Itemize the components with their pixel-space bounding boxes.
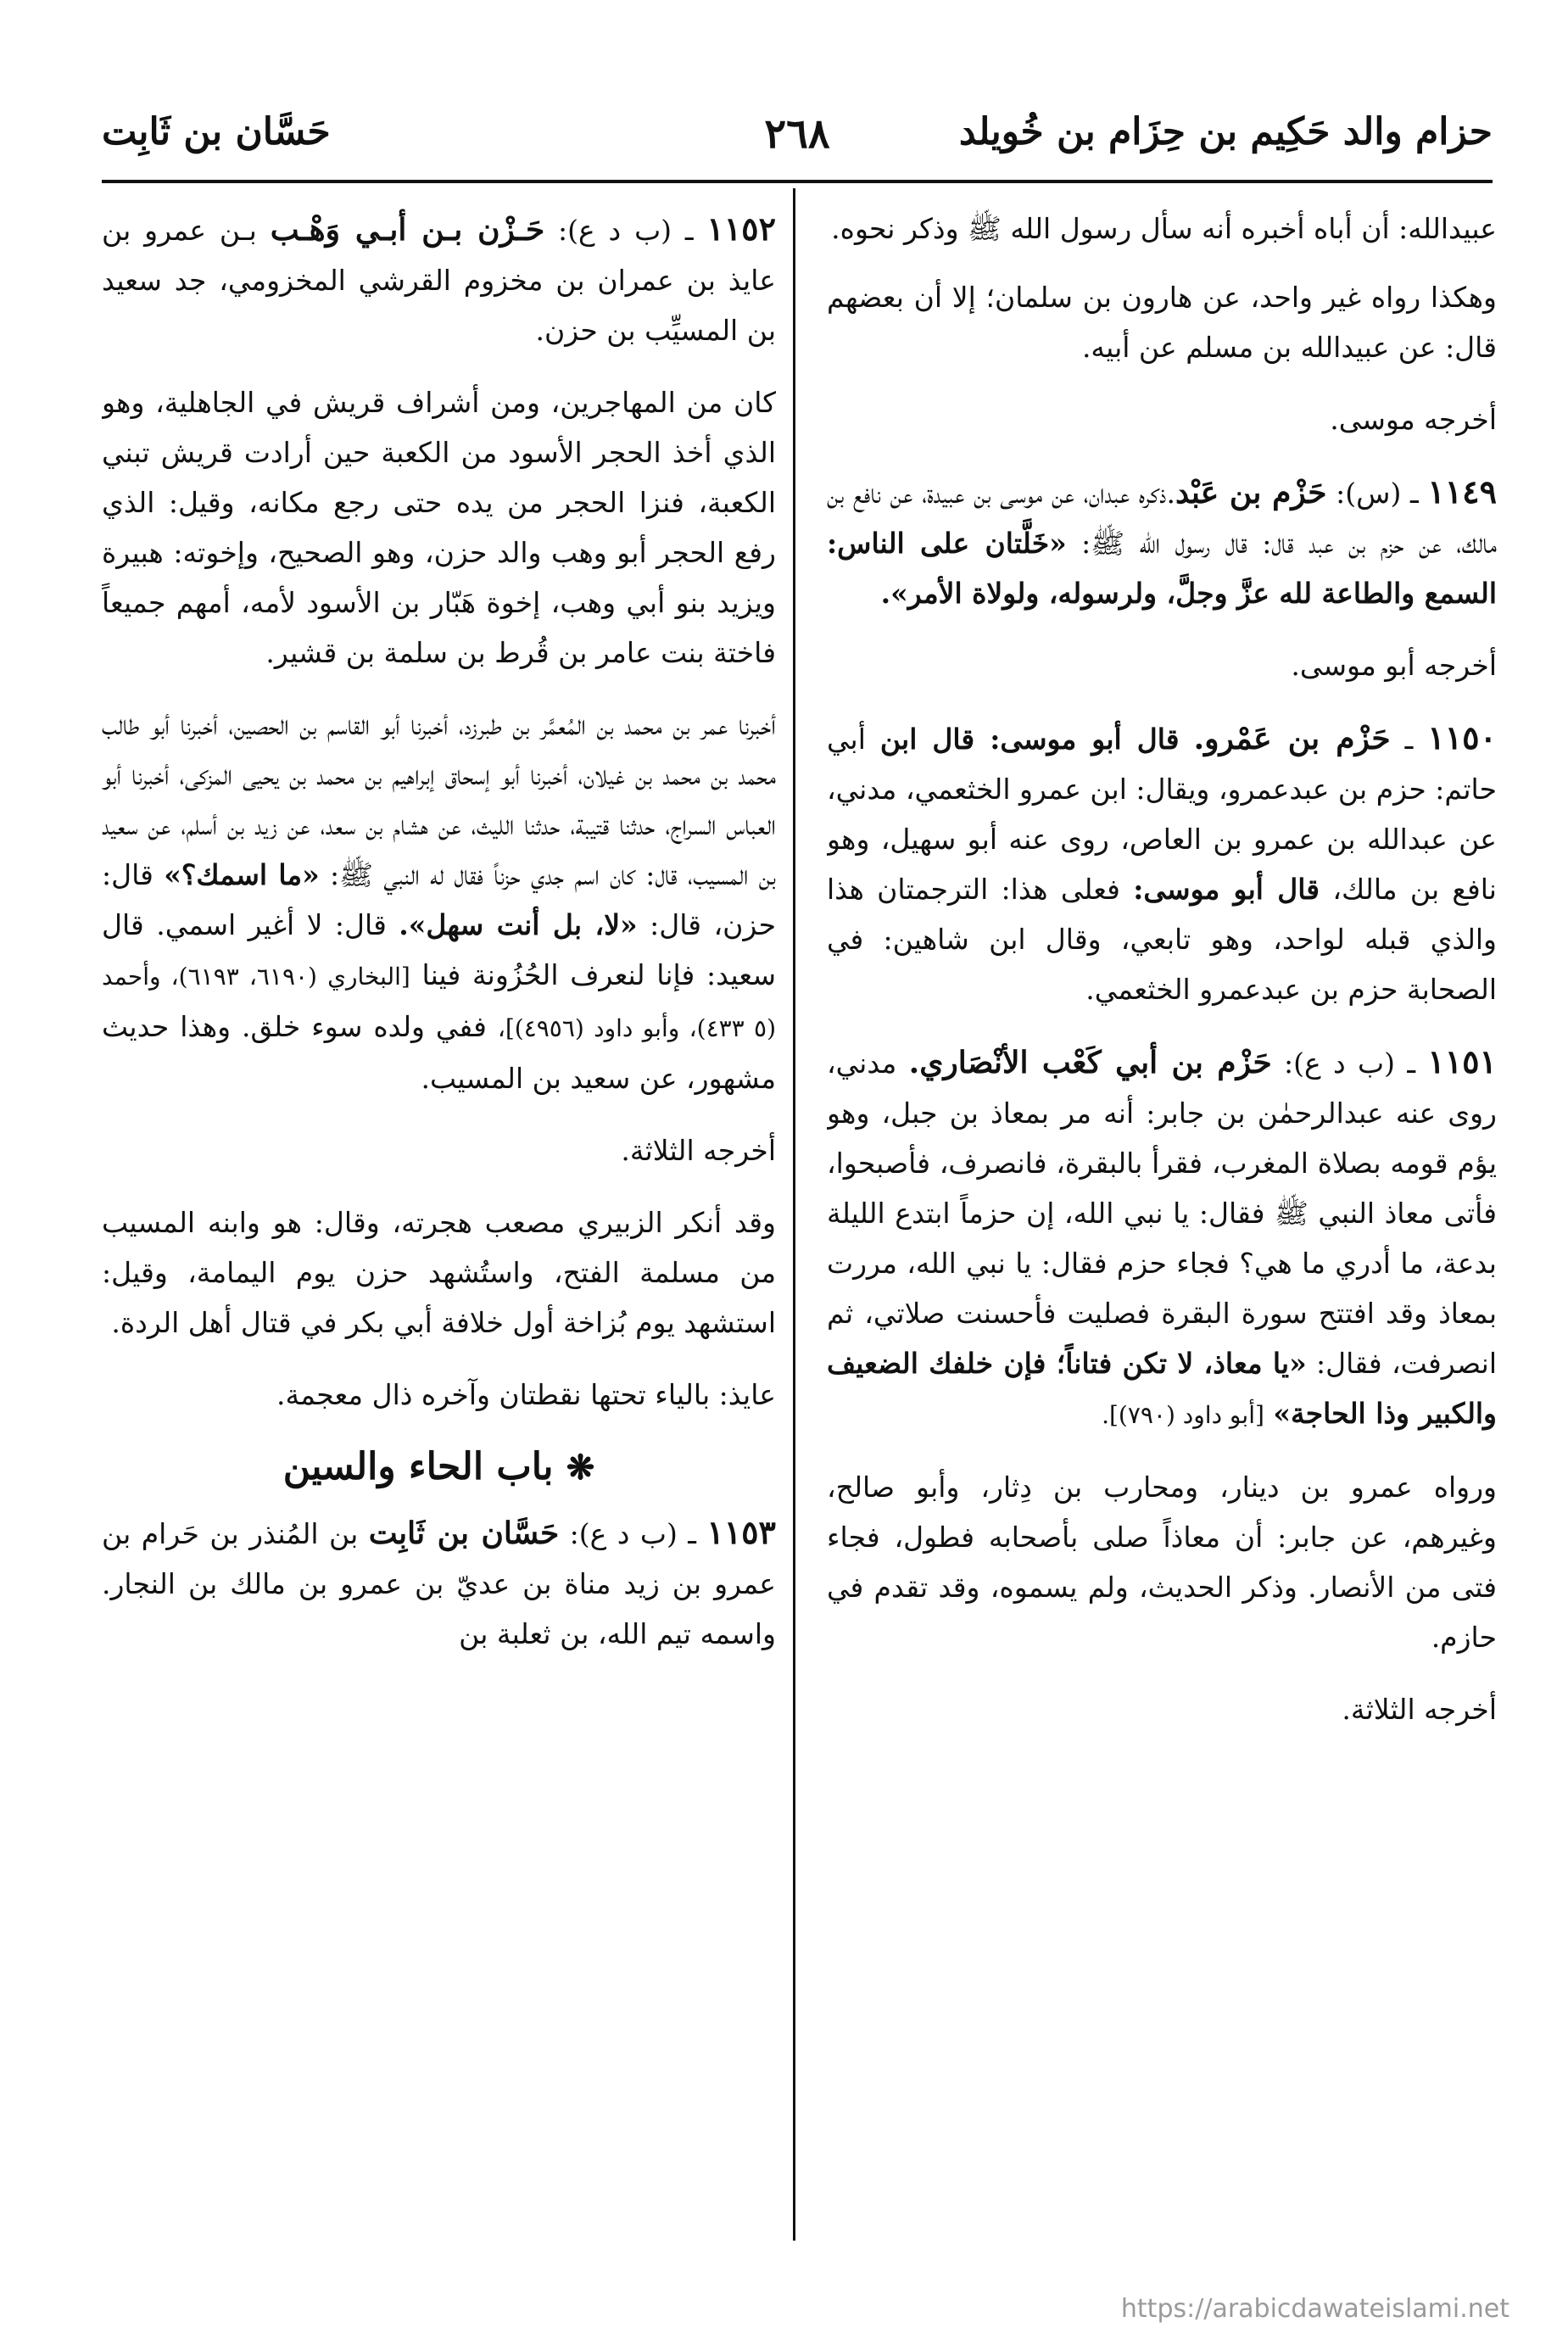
- citation: [أبو داود (٧٩٠)].: [1102, 1401, 1264, 1429]
- watermark-url: https://arabicdawateislami.net: [1120, 2294, 1509, 2324]
- entry-tag: ـ (س):: [1336, 477, 1419, 510]
- entry-name: حَـزْن بـن أبـي وَهْـب: [270, 212, 545, 248]
- entry-tag: ـ (ب د ع):: [558, 214, 694, 247]
- entry-tag: ـ (ب د ع):: [569, 1517, 696, 1550]
- entry-text: بـن عمرو بن عايذ بن عمران بن مخزوم القرشي المخزومي، جد سعيد بن المسيِّب بن حزن.: [102, 214, 776, 347]
- entry-name: حَسَّان بن ثَابِت: [368, 1516, 560, 1551]
- entry-number: ١١٥٠: [1427, 718, 1497, 756]
- entry-number: ١١٥١: [1427, 1042, 1497, 1080]
- page-number: ٢٦٨: [764, 110, 830, 158]
- entry-text: فعلى هذا: الترجمتان هذا والذي قبله لواحد، وهو تابعي، وقال ابن شاهين: في الصحابة حزم بن عبدعمرو الخثعمي.: [827, 873, 1497, 1006]
- entry-name: حَزْم بن أبي كَعْب الأنْصَاري.: [908, 1045, 1272, 1080]
- entry-name: حَزْم بن عَبْد: [1175, 475, 1327, 511]
- entry-tag: ـ: [1404, 723, 1414, 756]
- page-header: [102, 102, 1493, 178]
- hadith-text: «يا معاذ، لا تكن فتاناً؛ فإن خلفك الضعيف والكبير وذا الحاجة»: [827, 1347, 1497, 1430]
- entry-text: بن المُنذر بن حَرام بن عمرو بن زيد مناة بن عديّ بن عمرو بن مالك بن النجار. واسمه تيم الله، بن ثعلبة بن: [102, 1517, 776, 1650]
- section-title: باب الحاء والسين: [282, 1445, 554, 1488]
- paragraph: وقد أنكر الزبيري مصعب هجرته، وقال: هو وابنه المسيب من مسلمة الفتح، واستُشهد حزن يوم اليمامة، وقيل: استشهد يوم بُزاخة أول خلافة أبي بكر في قتال أهل الردة.: [102, 1206, 776, 1339]
- section-heading: [102, 1440, 776, 1495]
- left-column: [102, 204, 776, 2239]
- entry-text: ففي ولده سوء خلق. وهذا حديث مشهور، عن سعيد بن المسيب.: [102, 1010, 776, 1095]
- entry-text: أبي حاتم: حزم بن عبدعمرو، ويقال: ابن عمرو الخثعمي، مدني، عن عبدالله بن عمرو بن العاص، روى عنه أبو سهيل، وهو نافع بن مالك،: [827, 723, 1497, 906]
- paragraph: عبيدالله: أن أباه أخبره أنه سأل رسول الله ﷺ وذكر نحوه.: [831, 212, 1497, 245]
- entry-text: مدني، روى عنه عبدالرحمٰن بن جابر: أنه مر بمعاذ بن جبل، وهو يؤم قومه بصلاة المغرب، فقرأ بالبقرة، فانصرف، فأصبحوا، فأتى معاذ النبي ﷺ فقال: يا نبي الله، إن حزماً ابتدع الليلة بدعة، ما أدري ما هي؟ فجاء حزم فقال: يا نبي الله، مررت بمعاذ وقد افتتح سورة البقرة فصليت فأحسنت صلاتي، ثم انصرفت، فقال:: [827, 1047, 1497, 1380]
- entry-number: ١١٥٣: [706, 1513, 776, 1551]
- star-ornament-icon: ❋: [566, 1448, 595, 1488]
- entry-text: قال: حزن، قال:: [102, 858, 776, 941]
- paragraph: وهكذا رواه غير واحد، عن هارون بن سلمان؛ إلا أن بعضهم قال: عن عبيدالله بن مسلم عن أبيه.: [827, 281, 1497, 364]
- entry-name: حَزْم بن عَمْرو.: [1193, 721, 1391, 756]
- entry-1153: [102, 1507, 776, 1659]
- running-title: حزام والد حَكِيم بن حِزَام بن خُويلد: [958, 110, 1493, 154]
- right-column: [827, 204, 1497, 2239]
- entry-1152: [102, 204, 776, 355]
- header-rule: [102, 180, 1493, 183]
- entry-text: أخبرنا عمر بن محمد بن المُعمَّر بن طبرزد، أخبرنا أبو القاسم بن الحصين، أخبرنا أبو طالب محمد بن محمد بن غيلان، أخبرنا أبو إسحاق إبراهيم بن محمد بن يحيى المزكى، أخبرنا أبو العباس السراج، حدثنا قتيبة، حدثنا الليث، عن هشام بن سعد، عن زيد بن أسلم، عن سعيد بن المسيب، قال: كان اسم جدي حزناً فقال له النبي ﷺ:: [102, 708, 776, 891]
- entry-text: .ذكره عبدان، عن موسى بن عبيدة، عن نافع بن مالك، عن حزم بن عبد قال: قال رسول الله ﷺ:: [827, 477, 1497, 560]
- entry-bold-text: قال أبو موسى: قال ابن: [879, 723, 1180, 756]
- paragraph: عايذ: بالياء تحتها نقطتان وآخره ذال معجمة.: [276, 1378, 776, 1411]
- paragraph: أخرجه موسى.: [1330, 403, 1497, 436]
- entry-1149: [827, 466, 1497, 618]
- paragraph: أخرجه أبو موسى.: [1291, 649, 1497, 682]
- hadith-text: «ما اسمك؟»: [164, 858, 320, 891]
- entry-bold-text: قال أبو موسى:: [1133, 873, 1320, 906]
- isnad-paragraph: [102, 700, 776, 1103]
- entry-1151: [827, 1036, 1497, 1440]
- entry-text: قال: لا أغير اسمي. قال سعيد: فإنا لنعرف الحُزُونة فينا: [102, 908, 776, 991]
- column-divider: [793, 188, 795, 2241]
- entry-tag: ـ (ب د ع):: [1284, 1047, 1415, 1080]
- paragraph: أخرجه الثلاثة.: [621, 1134, 776, 1167]
- paragraph: أخرجه الثلاثة.: [1342, 1693, 1497, 1726]
- paragraph: كان من المهاجرين، ومن أشراف قريش في الجاهلية، وهو الذي أخذ الحجر الأسود من الكعبة حين أرادت قريش تبني الكعبة، فنزا الحجر من يده حتى رجع مكانه، وقيل: الذي رفع الحجر أبو وهب والد حزن، وهو الصحيح، وإخوته: هبيرة ويزيد بنو أبي وهب، إخوة هَبّار بن الأسود لأمه، أمهم جميعاً فاختة بنت عامر بن قُرط بن سلمة بن قشير.: [102, 386, 776, 669]
- running-subtitle: حَسَّان بن ثَابِت: [102, 110, 331, 154]
- hadith-text: «خَلَّتان على الناس: السمع والطاعة لله عزَّ وجلَّ، ولرسوله، ولولاة الأمر».: [827, 527, 1497, 610]
- entry-1150: [827, 712, 1497, 1014]
- hadith-text: «لا، بل أنت سهل».: [399, 908, 638, 941]
- entry-number: ١١٥٢: [706, 209, 776, 248]
- paragraph: ورواه عمرو بن دينار، ومحارب بن دِثار، وأبو صالح، وغيرهم، عن جابر: أن معاذاً صلى بأصحابه فطول، فجاء فتى من الأنصار. وذكر الحديث، ولم يسموه، وقد تقدم في حازم.: [827, 1471, 1497, 1654]
- entry-number: ١١٤٩: [1427, 472, 1497, 511]
- citation: [البخاري (٦١٩٠، ٦١٩٣)، وأحمد (٥ ٤٣٣)، وأبو داود (٤٩٥٦)]،: [102, 963, 776, 1042]
